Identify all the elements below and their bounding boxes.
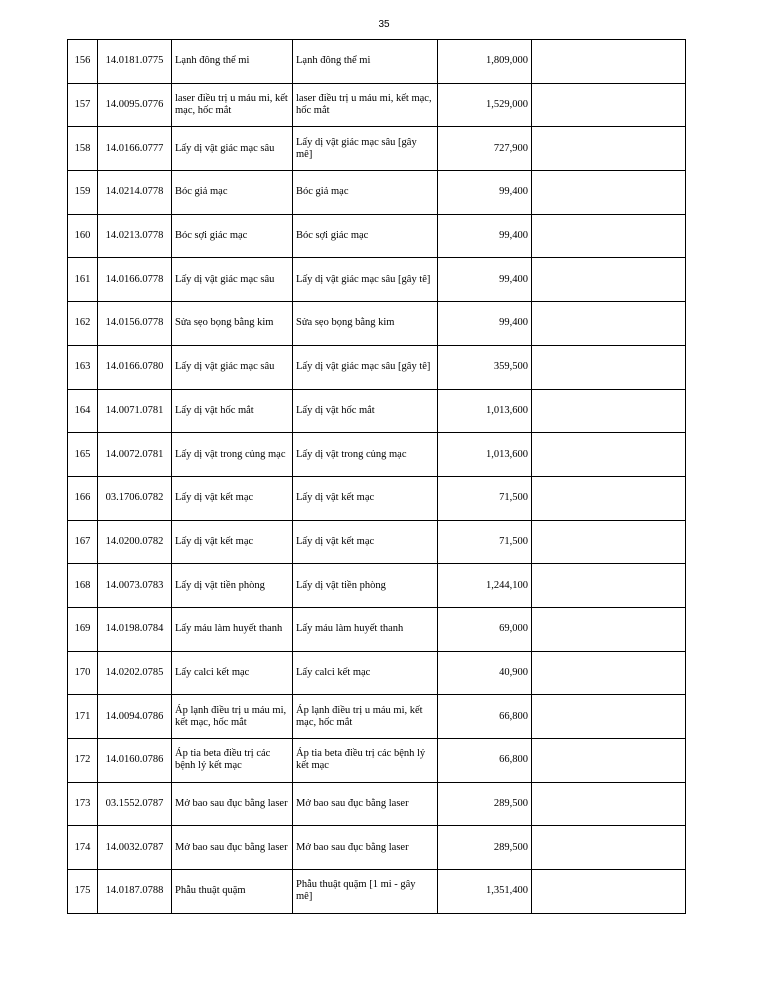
page-number: 35 [378,19,390,30]
service-price: 1,809,000 [438,40,532,84]
service-price: 359,500 [438,345,532,389]
service-name-detail: Lấy dị vật hốc mắt [293,389,438,433]
row-number: 157 [68,83,98,127]
row-number: 171 [68,695,98,739]
service-price: 99,400 [438,302,532,346]
service-price: 99,400 [438,258,532,302]
service-name-detail: Sửa sẹo bọng bằng kim [293,302,438,346]
service-name: Lấy dị vật giác mạc sâu [172,127,293,171]
service-code: 14.0200.0782 [98,520,172,564]
row-number: 169 [68,607,98,651]
service-name-detail: Lấy calci kết mạc [293,651,438,695]
service-code: 03.1706.0782 [98,476,172,520]
row-number: 159 [68,171,98,215]
note-cell [532,302,686,346]
row-number: 168 [68,564,98,608]
note-cell [532,564,686,608]
service-price: 99,400 [438,214,532,258]
row-number: 172 [68,739,98,783]
service-name-detail: Phẫu thuật quặm [1 mi - gây mê] [293,870,438,914]
note-cell [532,695,686,739]
row-number: 167 [68,520,98,564]
row-number: 166 [68,476,98,520]
note-cell [532,826,686,870]
service-name-detail: Lấy dị vật kết mạc [293,520,438,564]
note-cell [532,651,686,695]
row-number: 174 [68,826,98,870]
service-name-detail: Lạnh đông thể mi [293,40,438,84]
table-row [68,258,686,302]
table-row [68,214,686,258]
service-name: laser điều trị u máu mi, kết mạc, hốc mắt [172,83,293,127]
service-name-detail: Lấy dị vật tiền phòng [293,564,438,608]
service-name: Lấy dị vật tiền phòng [172,564,293,608]
table-row [68,607,686,651]
service-name-detail: Lấy dị vật giác mạc sâu [gây mê] [293,127,438,171]
note-cell [532,258,686,302]
row-number: 158 [68,127,98,171]
service-code: 14.0166.0780 [98,345,172,389]
service-name: Lấy dị vật giác mạc sâu [172,345,293,389]
service-code: 14.0160.0786 [98,739,172,783]
note-cell [532,171,686,215]
table-row [68,345,686,389]
price-table [67,39,686,914]
service-price: 289,500 [438,782,532,826]
service-price: 1,244,100 [438,564,532,608]
service-name: Lấy dị vật trong củng mạc [172,433,293,477]
service-name-detail: Bóc sợi giác mạc [293,214,438,258]
service-price: 66,800 [438,695,532,739]
service-code: 14.0202.0785 [98,651,172,695]
service-code: 14.0198.0784 [98,607,172,651]
table-body [68,40,686,914]
note-cell [532,607,686,651]
table-row [68,651,686,695]
service-price: 1,351,400 [438,870,532,914]
note-cell [532,345,686,389]
service-name-detail: Lấy dị vật giác mạc sâu [gây tê] [293,345,438,389]
service-name-detail: Mở bao sau đục bằng laser [293,782,438,826]
table-row [68,476,686,520]
service-code: 14.0156.0778 [98,302,172,346]
service-price: 71,500 [438,476,532,520]
service-price: 1,529,000 [438,83,532,127]
table-row [68,433,686,477]
table-row [68,782,686,826]
service-code: 14.0214.0778 [98,171,172,215]
service-name-detail: Lấy dị vật kết mạc [293,476,438,520]
service-code: 14.0094.0786 [98,695,172,739]
row-number: 170 [68,651,98,695]
service-name-detail: laser điều trị u máu mi, kết mạc, hốc mắt [293,83,438,127]
service-name: Lấy dị vật hốc mắt [172,389,293,433]
table-row [68,826,686,870]
table-row [68,739,686,783]
service-name-detail: Bóc giả mạc [293,171,438,215]
table-row [68,83,686,127]
service-name: Sửa sẹo bọng bằng kim [172,302,293,346]
service-name: Lấy calci kết mạc [172,651,293,695]
table-row [68,40,686,84]
row-number: 165 [68,433,98,477]
service-name: Áp tia beta điều trị các bệnh lý kết mạc [172,739,293,783]
service-code: 14.0032.0787 [98,826,172,870]
note-cell [532,870,686,914]
note-cell [532,476,686,520]
service-code: 03.1552.0787 [98,782,172,826]
table-row [68,171,686,215]
service-code: 14.0213.0778 [98,214,172,258]
service-price: 289,500 [438,826,532,870]
service-price: 727,900 [438,127,532,171]
service-price: 40,900 [438,651,532,695]
service-price: 99,400 [438,171,532,215]
service-name: Phẫu thuật quặm [172,870,293,914]
note-cell [532,40,686,84]
note-cell [532,389,686,433]
service-code: 14.0166.0777 [98,127,172,171]
note-cell [532,214,686,258]
service-name: Lấy dị vật kết mạc [172,520,293,564]
service-name-detail: Áp tia beta điều trị các bệnh lý kết mạc [293,739,438,783]
service-name: Áp lạnh điều trị u máu mi, kết mạc, hốc mắt [172,695,293,739]
service-price: 66,800 [438,739,532,783]
note-cell [532,739,686,783]
service-name: Bóc giả mạc [172,171,293,215]
note-cell [532,127,686,171]
service-name: Mở bao sau đục bằng laser [172,826,293,870]
service-name: Lạnh đông thể mi [172,40,293,84]
service-code: 14.0073.0783 [98,564,172,608]
row-number: 161 [68,258,98,302]
service-code: 14.0071.0781 [98,389,172,433]
table-row [68,302,686,346]
table-row [68,127,686,171]
table-row [68,564,686,608]
service-code: 14.0181.0775 [98,40,172,84]
service-price: 69,000 [438,607,532,651]
service-code: 14.0187.0788 [98,870,172,914]
row-number: 160 [68,214,98,258]
service-name-detail: Mở bao sau đục bằng laser [293,826,438,870]
service-name: Lấy dị vật giác mạc sâu [172,258,293,302]
table-row [68,695,686,739]
note-cell [532,433,686,477]
table-row [68,520,686,564]
service-price: 71,500 [438,520,532,564]
row-number: 162 [68,302,98,346]
row-number: 164 [68,389,98,433]
service-code: 14.0166.0778 [98,258,172,302]
row-number: 163 [68,345,98,389]
table-row [68,389,686,433]
service-code: 14.0072.0781 [98,433,172,477]
service-price: 1,013,600 [438,433,532,477]
row-number: 175 [68,870,98,914]
row-number: 173 [68,782,98,826]
service-name-detail: Lấy dị vật giác mạc sâu [gây tê] [293,258,438,302]
service-name-detail: Áp lạnh điều trị u máu mi, kết mạc, hốc mắt [293,695,438,739]
service-name-detail: Lấy dị vật trong củng mạc [293,433,438,477]
service-code: 14.0095.0776 [98,83,172,127]
service-name: Mở bao sau đục bằng laser [172,782,293,826]
note-cell [532,83,686,127]
service-name: Bóc sợi giác mạc [172,214,293,258]
note-cell [532,782,686,826]
row-number: 156 [68,40,98,84]
service-price: 1,013,600 [438,389,532,433]
table-row [68,870,686,914]
note-cell [532,520,686,564]
service-name: Lấy dị vật kết mạc [172,476,293,520]
service-name: Lấy máu làm huyết thanh [172,607,293,651]
service-name-detail: Lấy máu làm huyết thanh [293,607,438,651]
